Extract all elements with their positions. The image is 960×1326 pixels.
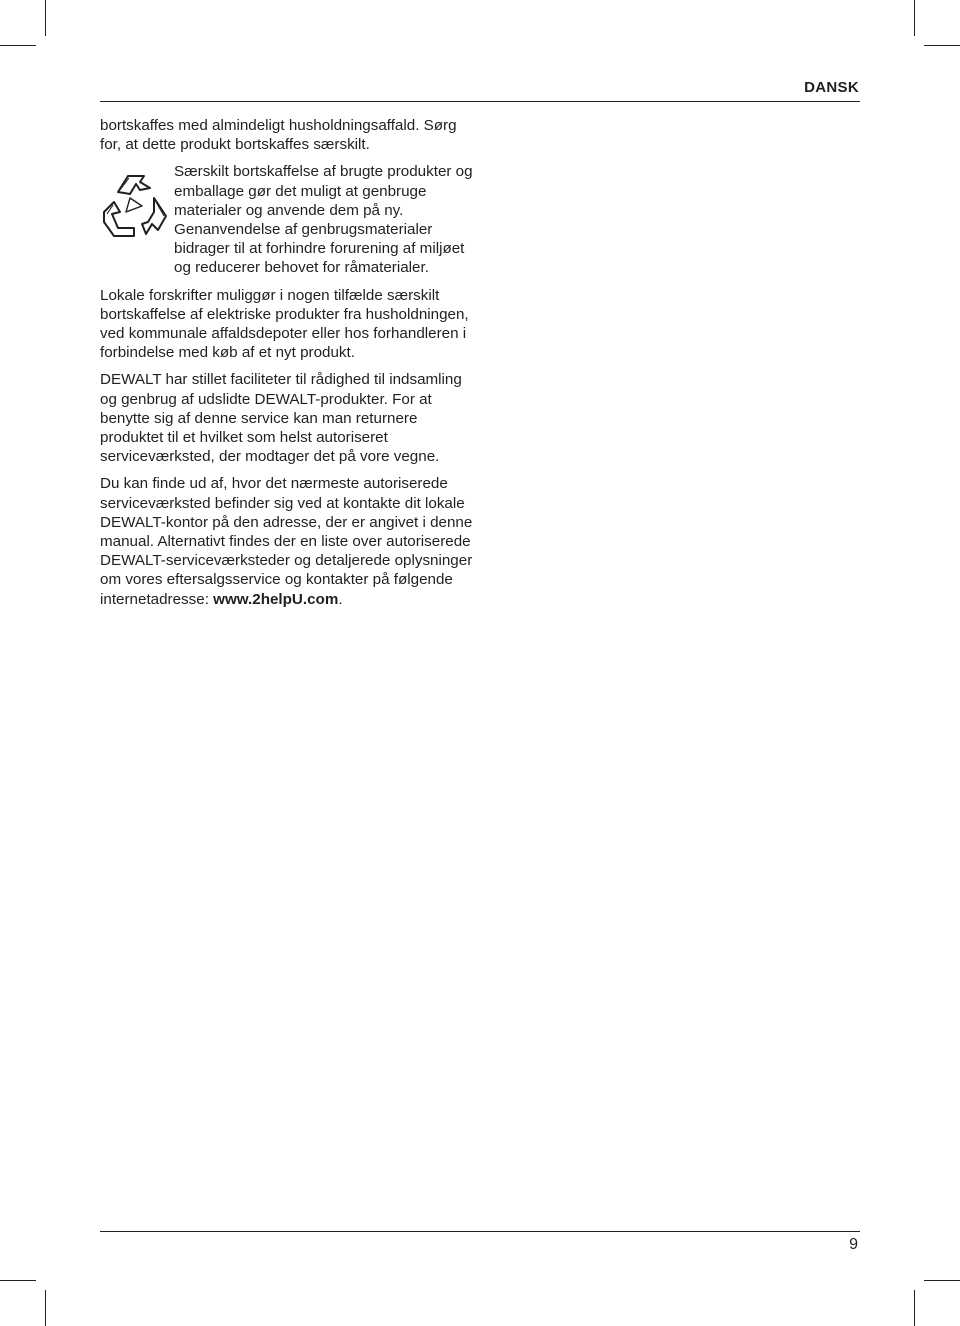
paragraph-dewalt-collection: DEWALT har stillet faciliteter til rådighed til indsamling og genbrug af udslidte DEWALT-produkter. For at benytte sig af denne service kan man returnere produktet til et hvilket som helst autoriseret serviceværksted, der modtager det på vore vegne. — [100, 371, 462, 466]
paragraph-service-info — [100, 474, 480, 608]
paragraph-local-rules: Lokale forskrifter muliggør i nogen tilfælde særskilt bortskaffelse af elektriske produkter fra husholdningen, ved kommunale affaldsdepoter eller hos forhandleren i forbindelse med køb af et nyt produkt. — [100, 286, 469, 362]
header-rule — [100, 101, 860, 102]
section-label: DANSK — [804, 79, 859, 96]
recycle-icon — [100, 172, 170, 240]
paragraph-recycle: Særskilt bortskaffelse af brugte produkter og emballage gør det muligt at genbruge materialer og anvende dem på ny. Genanvendelse af genbrugsmaterialer bidrager til at forhindre forurening af miljøet og reducerer behovet for råmaterialer. — [174, 163, 473, 277]
page-content — [100, 116, 480, 609]
service-info-text: Du kan finde ud af, hvor det nærmeste autoriserede serviceværksted befinder sig ved at kontakte dit lokale DEWALT-kontor på den adresse, der er angivet i denne manual. Alternativt findes der en liste over autoriserede DEWALT-serviceværksteder og detaljerede oplysninger om vores eftersalgsservice og kontakter på følgende internetadresse: — [100, 475, 473, 608]
crop-mark — [45, 1290, 46, 1326]
crop-mark — [0, 1280, 36, 1281]
crop-mark — [914, 1290, 915, 1326]
crop-mark — [924, 1280, 960, 1281]
crop-mark — [914, 0, 915, 36]
footer-rule — [100, 1231, 860, 1232]
recycle-section — [100, 162, 480, 277]
crop-mark — [45, 0, 46, 36]
crop-mark — [924, 45, 960, 46]
paragraph-disposal: bortskaffes med almindeligt husholdningsaffald. Sørg for, at dette produkt bortskaffes særskilt. — [100, 117, 457, 154]
sentence-end: . — [338, 590, 343, 608]
page-number: 9 — [849, 1236, 858, 1253]
crop-mark — [0, 45, 36, 46]
website-link[interactable]: www.2helpU.com — [213, 590, 339, 608]
